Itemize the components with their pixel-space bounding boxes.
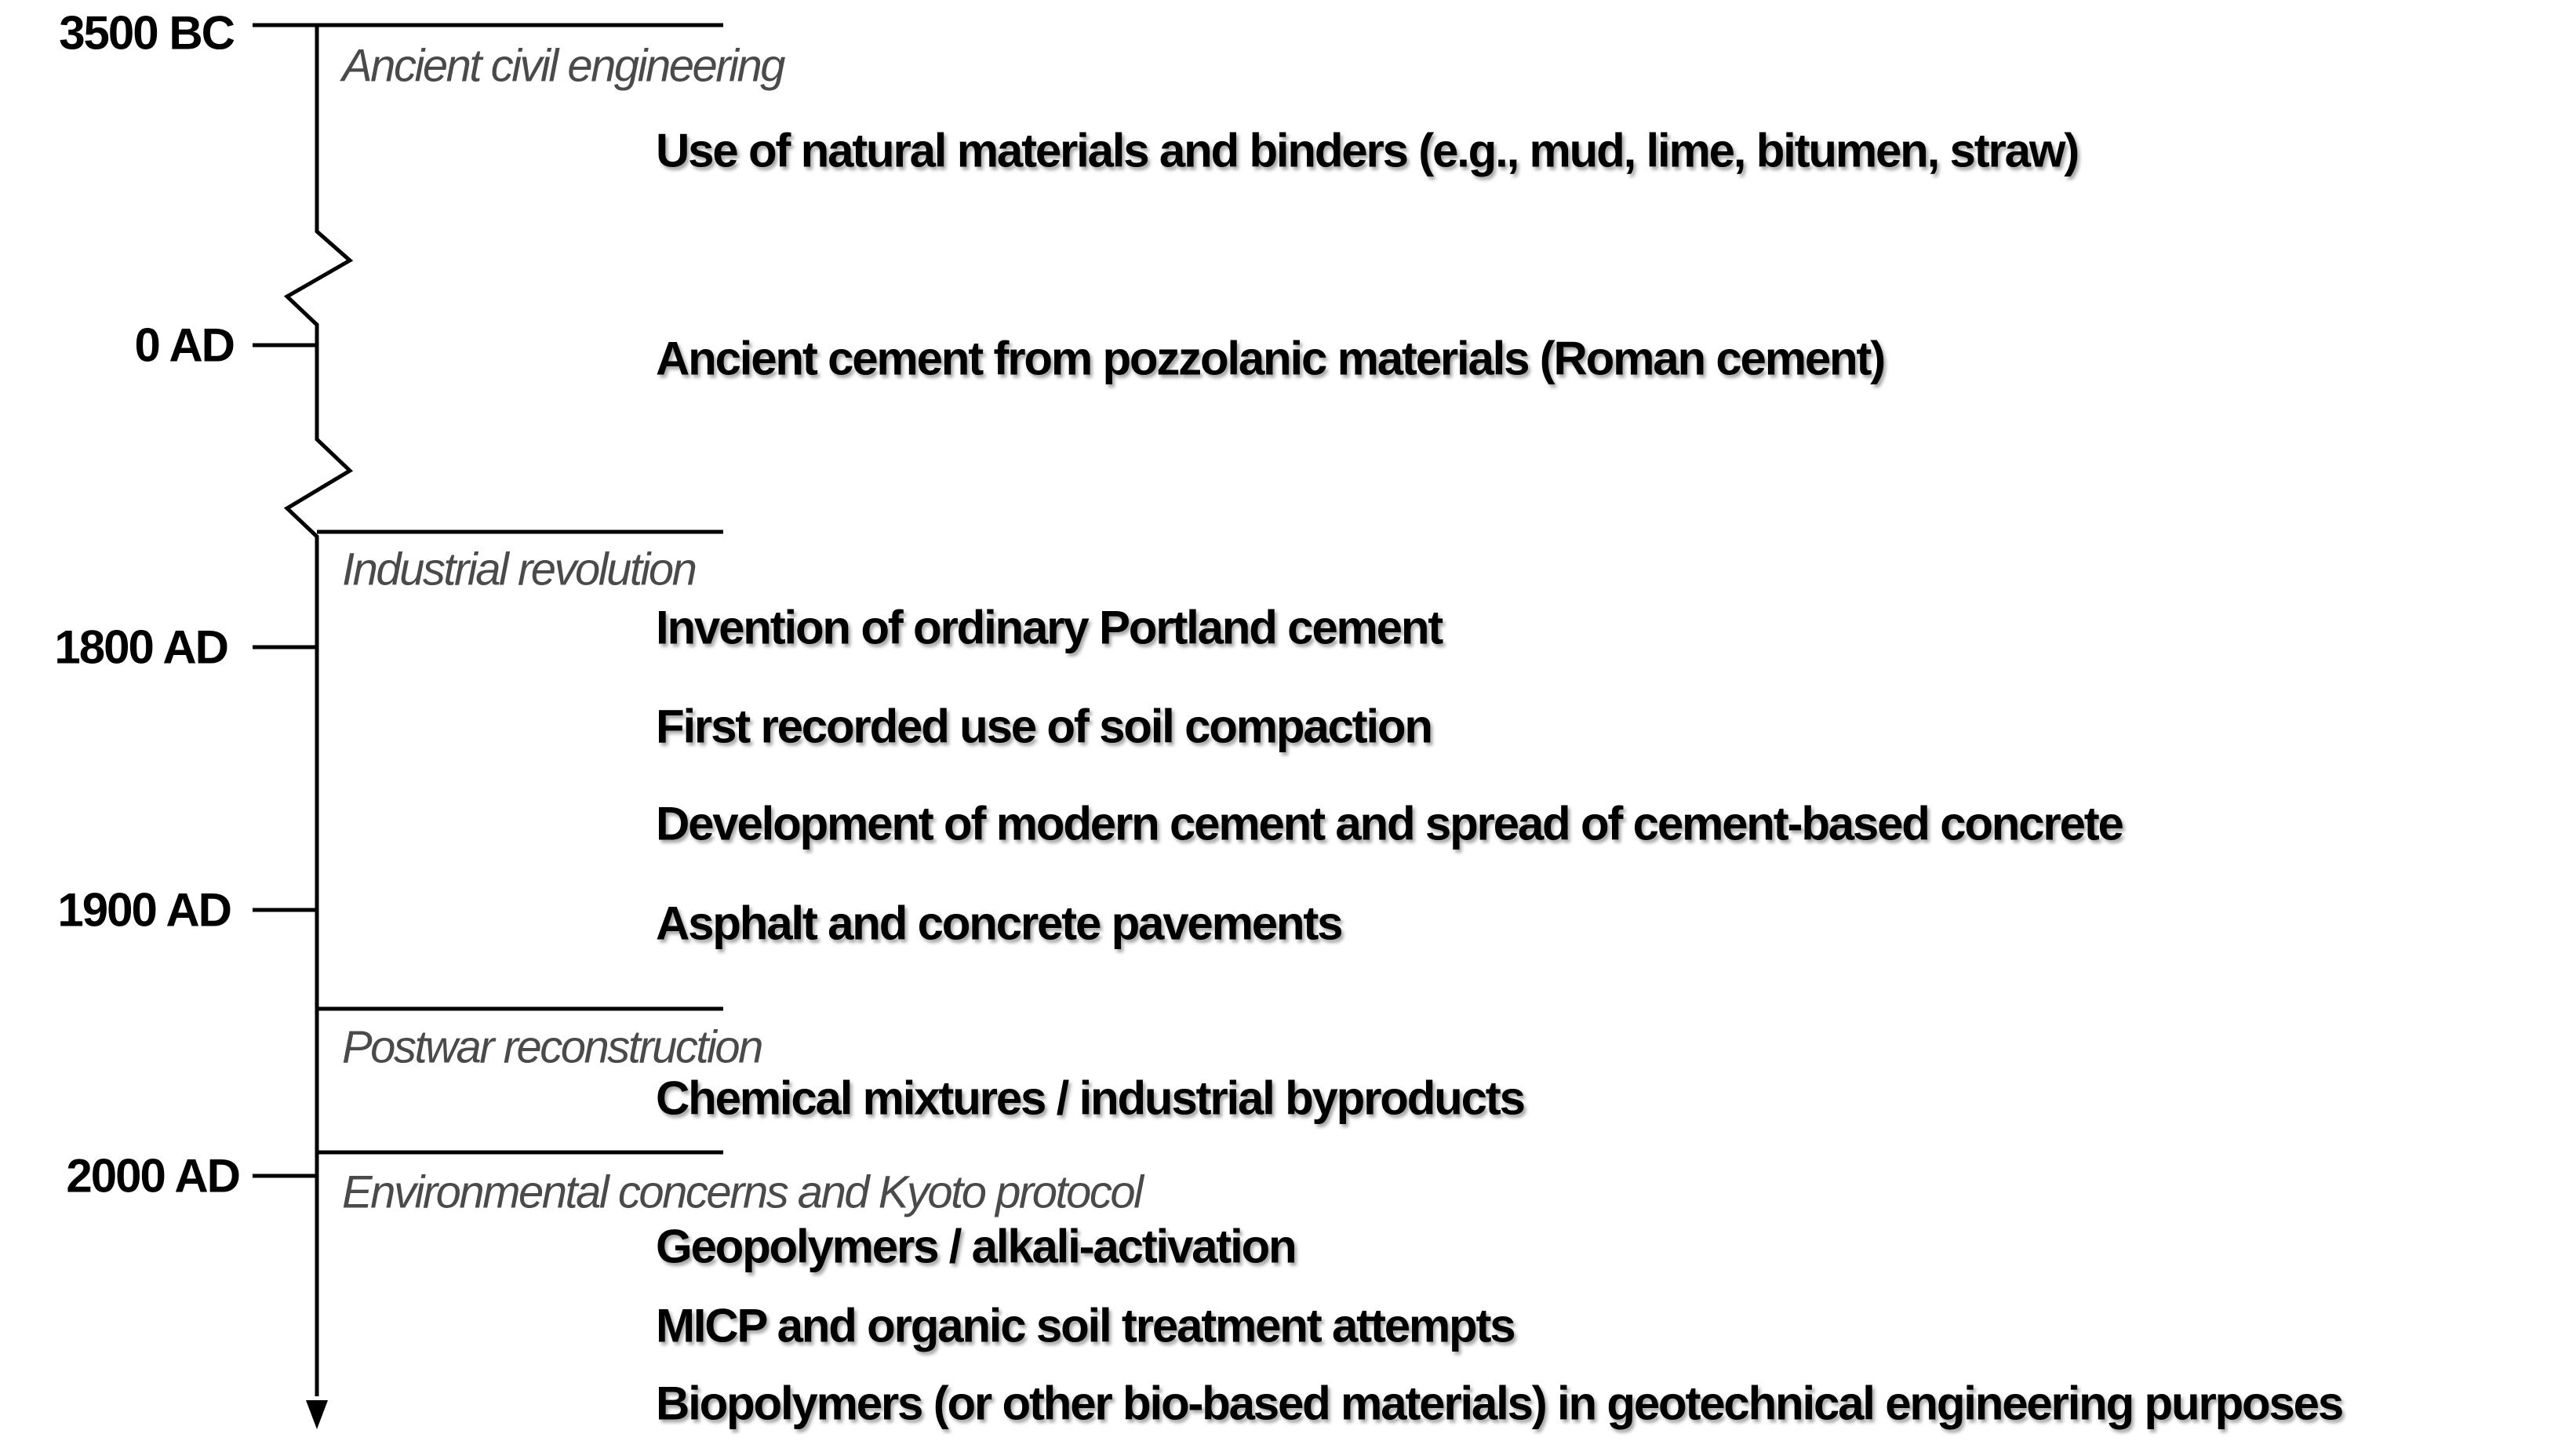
axis-line (287, 25, 350, 1396)
timeline-item-chemical-mixtures: Chemical mixtures / industrial byproducts (656, 1072, 1524, 1125)
era-label-environmental: Environmental concerns and Kyoto protocol (342, 1166, 1142, 1218)
era-label-ancient: Ancient civil engineering (342, 40, 784, 92)
era-label-industrial: Industrial revolution (342, 544, 696, 595)
date-label-2000ad: 2000 AD (66, 1149, 239, 1203)
timeline-item-portland-cement: Invention of ordinary Portland cement (656, 601, 1443, 654)
timeline-item-pavements: Asphalt and concrete pavements (656, 897, 1342, 950)
date-label-1800ad: 1800 AD (54, 620, 227, 674)
arrow-head-icon (306, 1400, 328, 1429)
timeline-item-biopolymers: Biopolymers (or other bio-based materials) in geotechnical engineering purposes (656, 1377, 2342, 1430)
timeline-item-natural-materials: Use of natural materials and binders (e.g., mud, lime, bitumen, straw) (656, 124, 2079, 177)
date-label-0ad: 0 AD (134, 318, 234, 372)
timeline-item-roman-cement: Ancient cement from pozzolanic materials (Roman cement) (656, 332, 1885, 385)
timeline-item-micp: MICP and organic soil treatment attempts (656, 1299, 1515, 1352)
era-label-postwar: Postwar reconstruction (342, 1021, 762, 1073)
date-label-3500bc: 3500 BC (59, 6, 234, 60)
date-label-1900ad: 1900 AD (57, 883, 231, 937)
timeline-item-soil-compaction: First recorded use of soil compaction (656, 700, 1432, 753)
timeline-item-modern-cement: Development of modern cement and spread of cement-based concrete (656, 797, 2123, 850)
timeline-item-geopolymers: Geopolymers / alkali-activation (656, 1220, 1296, 1273)
